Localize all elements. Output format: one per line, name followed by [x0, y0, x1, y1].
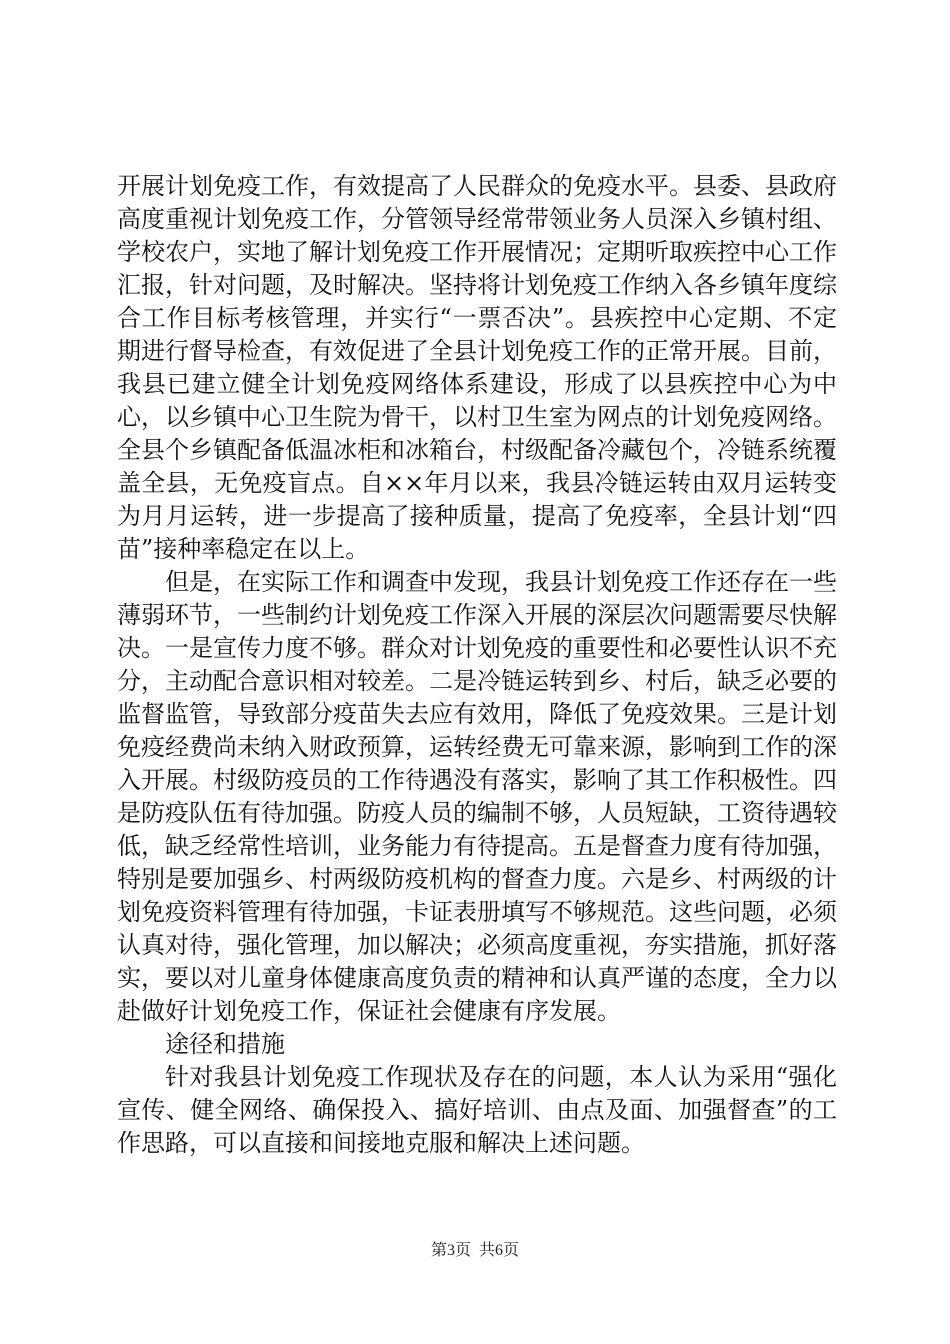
body-paragraph-2: 但是，在实际工作和调查中发现，我县计划免疫工作还存在一些薄弱环节，一些制约计划免疫工作深入开展的深层次问题需要尽快解决。一是宣传力度不够。群众对计划免疫的重要性和必要性认识不充分，主动配合意识相对较差。二是冷链运转到乡、村后，缺乏必要的监督监管，导致部分疫苗失去应有效用，降低了免疫效果。三是计划免疫经费尚未纳入财政预算，运转经费无可靠来源，影响到工作的深入开展。村级防疫员的工作待遇没有落实，影响了其工作积极性。四是防疫队伍有待加强。防疫人员的编制不够，人员短缺，工资待遇较低，缺乏经常性培训，业务能力有待提高。五是督查力度有待加强，特别是要加强乡、村两级防疫机构的督查力度。六是乡、村两级的计划免疫资料管理有待加强，卡证表册填写不够规范。这些问题，必须认真对待，强化管理，加以解决；必须高度重视，夯实措施，抓好落实，要以对儿童身体健康高度负责的精神和认真严谨的态度，全力以赴做好计划免疫工作，保证社会健康有序发展。 — [117, 568, 837, 1025]
page-footer — [0, 1240, 950, 1262]
body-paragraph-1: 开展计划免疫工作，有效提高了人民群众的免疫水平。县委、县政府高度重视计划免疫工作，分管领导经常带领业务人员深入乡镇村组、学校农户，实地了解计划免疫工作开展情况；定期听取疾控中心工作汇报，针对问题，及时解决。坚持将计划免疫工作纳入各乡镇年度综合工作目标考核管理，并实行“一票否决”。县疾控中心定期、不定期进行督导检查，有效促进了全县计划免疫工作的正常开展。目前，我县已建立健全计划免疫网络体系建设，形成了以县疾控中心为中心，以乡镇中心卫生院为骨干，以村卫生室为网点的计划免疫网络。全县个乡镇配备低温冰柜和冰箱台，村级配备冷藏包个，冷链系统覆盖全县，无免疫盲点。自××年月以来，我县冷链运转由双月运转变为月月运转，进一步提高了接种质量，提高了免疫率，全县计划“四苗”接种率稳定在以上。 — [117, 172, 837, 563]
document-body — [117, 170, 837, 1160]
page-number: 第3页 — [430, 1242, 471, 1259]
page-total: 共6页 — [479, 1242, 520, 1259]
body-paragraph-3: 针对我县计划免疫工作现状及存在的问题，本人认为采用“强化宣传、健全网络、确保投入、搞好培训、由点及面、加强督查”的工作思路，可以直接和间接地克服和解决上述问题。 — [117, 1063, 837, 1157]
section-heading: 途径和措施 — [165, 1030, 285, 1058]
